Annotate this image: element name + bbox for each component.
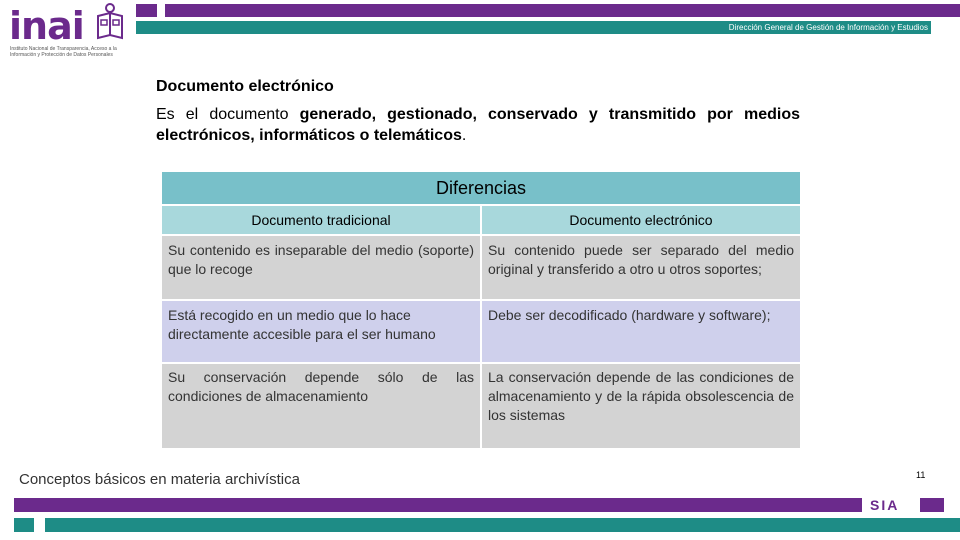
inai-emblem-icon <box>94 2 126 42</box>
section-heading: Documento electrónico <box>156 78 334 95</box>
table-title: Diferencias <box>161 171 801 205</box>
table-row <box>161 235 801 300</box>
differences-table <box>160 170 802 450</box>
header-purple-bar <box>165 4 960 17</box>
table-cell: Su contenido puede ser separado del medio original y transferido a otro u otros soportes; <box>481 235 801 300</box>
table-cell: La conservación depende de las condiciones de almacenamiento y de la rápida obsolescencia de los sistemas <box>481 363 801 449</box>
table-cell: Su contenido es inseparable del medio (soporte) que lo recoge <box>161 235 481 300</box>
column-header-electronic: Documento electrónico <box>481 205 801 235</box>
table-row <box>161 363 801 449</box>
definition-prefix: Es el documento <box>156 106 300 123</box>
logo-wordmark: inai <box>9 4 84 48</box>
department-name: Dirección General de Gestión de Información y Estudios <box>728 23 928 32</box>
footer-title: Conceptos básicos en materia archivística <box>19 471 300 488</box>
table-cell: Su conservación depende sólo de las condiciones de almacenamiento <box>161 363 481 449</box>
logo-caption: Instituto Nacional de Transparencia, Acceso a la Información y Protección de Datos Personales <box>10 46 117 58</box>
table-cell: Debe ser decodificado (hardware y software); <box>481 300 801 363</box>
page-number: 11 <box>916 470 926 480</box>
column-header-traditional: Documento tradicional <box>161 205 481 235</box>
definition-paragraph <box>156 104 800 146</box>
header-square <box>136 4 157 17</box>
footer-purple-bar <box>14 498 862 512</box>
sia-brand: SIA <box>870 497 900 513</box>
table-row <box>161 300 801 363</box>
inai-logo <box>8 2 138 64</box>
table-cell: Está recogido en un medio que lo hace directamente accesible para el ser humano <box>161 300 481 363</box>
header-green-bar <box>136 21 931 34</box>
definition-emphasis: generado, gestionado, conservado y transmitido por medios electrónicos, informáticos o telemáticos <box>156 106 801 144</box>
footer-green-square <box>14 518 34 532</box>
footer-square <box>920 498 944 512</box>
footer-green-bar <box>45 518 960 532</box>
definition-suffix: . <box>461 127 467 144</box>
